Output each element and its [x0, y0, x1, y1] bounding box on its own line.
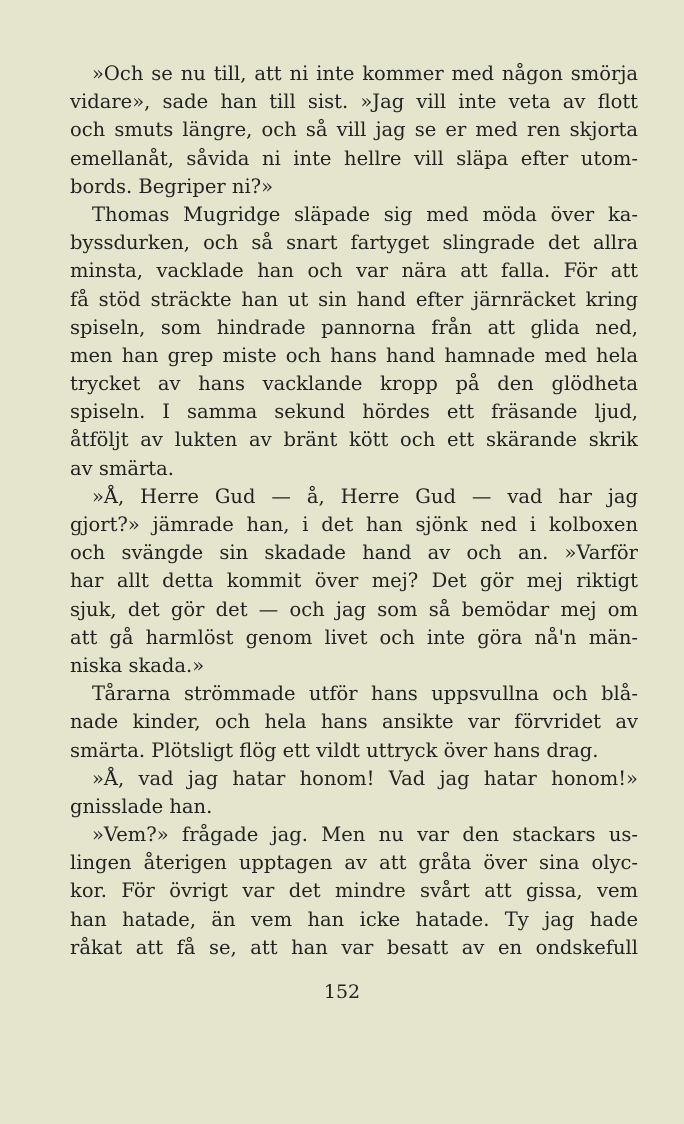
- text-line: minsta, vacklade han och var nära att falla. För att: [70, 259, 638, 283]
- text-line: »Och se nu till, att ni inte kommer med någon smörja: [92, 62, 638, 85]
- text-line: »Vem?» frågade jag. Men nu var den stackars us-: [92, 823, 638, 847]
- text-line: nade kinder, och hela hans ansikte var förvridet av: [70, 710, 638, 734]
- text-line: Thomas Mugridge släpade sig med möda över ka-: [92, 202, 638, 226]
- text-line: sjuk, det gör det — och jag som så bemödar mej om: [70, 597, 638, 621]
- text-line: och svängde sin skadade hand av och an. »Varför: [70, 541, 638, 565]
- text-line: »Å, Herre Gud — å, Herre Gud — vad har jag: [92, 484, 638, 508]
- text-line: gjort?» jämrade han, i det han sjönk ned i kolboxen: [70, 513, 638, 536]
- text-line: och smuts längre, och så vill jag se er med ren skjorta: [70, 118, 638, 142]
- text-line: spiseln, som hindrade pannorna från att glida ned,: [70, 315, 638, 339]
- text-line: vidare», sade han till sist. »Jag vill inte veta av flott: [70, 90, 638, 114]
- text-line: få stöd sträckte han ut sin hand efter järnräcket kring: [70, 287, 638, 311]
- text-line: av smärta.: [70, 456, 174, 480]
- text-line: smärta. Plötsligt flög ett vildt uttryck över hans drag.: [70, 738, 599, 762]
- text-line: Tårarna strömmade utför hans uppsvullna och blå-: [92, 682, 638, 706]
- text-line: råkat att få se, att han var besatt av en ondskefull: [70, 935, 638, 959]
- text-line: gnisslade han.: [70, 794, 213, 818]
- text-line: emellanåt, såvida ni inte hellre vill släpa efter utom-: [70, 146, 638, 170]
- text-line: kor. För övrigt var det mindre svårt att gissa, vem: [70, 879, 638, 903]
- text-line: han hatade, än vem han icke hatade. Ty jag hade: [70, 907, 638, 931]
- text-line: »Å, vad jag hatar honom! Vad jag hatar honom!»: [92, 766, 638, 790]
- text-line: men han grep miste och hans hand hamnade med hela: [70, 343, 638, 367]
- body-text: [70, 60, 638, 962]
- text-line: åtföljt av lukten av bränt kött och ett skärande skrik: [70, 428, 638, 452]
- text-line: byssdurken, och så snart fartyget slingrade det allra: [70, 231, 638, 255]
- page-number: 152: [323, 981, 361, 1003]
- text-line: niska skada.»: [70, 653, 205, 677]
- text-line: lingen återigen upptagen av att gråta över sina olyc-: [70, 851, 638, 875]
- text-line: att gå harmlöst genom livet och inte göra nå'n män-: [70, 625, 638, 649]
- text-line: spiseln. I samma sekund hördes ett fräsande ljud,: [70, 400, 638, 424]
- text-line: bords. Begriper ni?»: [70, 174, 274, 198]
- text-line: trycket av hans vacklande kropp på den glödheta: [70, 372, 638, 396]
- text-line: har allt detta kommit över mej? Det gör mej riktigt: [70, 569, 638, 593]
